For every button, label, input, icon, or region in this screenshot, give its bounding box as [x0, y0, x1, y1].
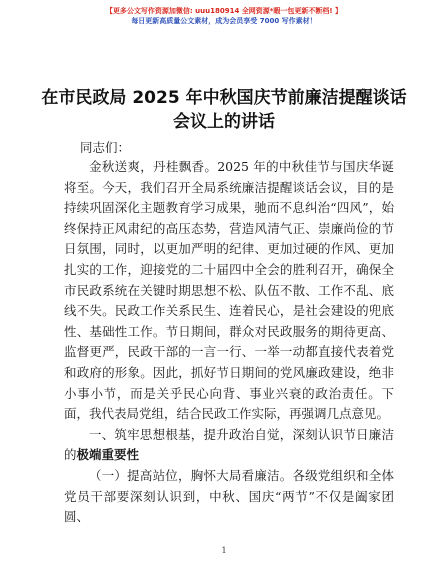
section-heading-1-emphasis: 极端重要性: [76, 447, 140, 463]
promo-banner-line-2: 每日更新高质量公文素材，成为会员享受 7000 写作素材！: [131, 17, 317, 25]
section-heading-1: [64, 425, 394, 466]
paragraph-intro: 金秋送爽，丹桂飘香。2025 年的中秋佳节与国庆华诞将至。今天，我们召开全局系统廉洁提醒谈话会议，目的是持续巩固深化主题教育学习成果，驰而不息纠治“四风”，始终保持正风肃纪的高压态势，营造风清气正、崇廉尚俭的节日氛围，同时，以更加严明的纪律、更加过硬的作风、更加扎实的工作，迎接党的二十届四中全会的胜利召开，确保全市民政系统在关键时期思想不松、队伍不散、工作不乱、底线不失。民政工作关系民生、连着民心，是社会建设的兜底性、基础性工作。节日期间，群众对民政服务的期待更高、监督更严，民政干部的一言一行、一举一动都直接代表着党和政府的形象。因此，抓好节日期间的党风廉政建设，绝非小事小节，而是关乎民心向背、事业兴衰的政治责任。下面，我代表局党组，结合民政工作实际，再强调几点意见。: [64, 159, 394, 422]
salutation: 同志们：: [80, 140, 131, 155]
page-number: 1: [221, 546, 227, 555]
promo-banner: [0, 6, 448, 26]
document-body: [64, 157, 394, 528]
document-title: 在市民政局 2025 年中秋国庆节前廉洁提醒谈话会议上的讲话: [41, 88, 407, 132]
paragraph-subsection-1: （一）提高站位，胸怀大局看廉洁。各级党组织和全体党员干部要深刻认识到，中秋、国庆“两节”不仅是阖家团圆、: [64, 467, 394, 525]
promo-banner-line-1: 【更多公文写作资源加微信: uuu180914 全网资源*暇一包更新不断档! 】: [105, 7, 343, 15]
section-heading-1-text: 一、筑牢思想根基，提升政治自觉，深刻认识节日廉洁的: [64, 426, 394, 463]
